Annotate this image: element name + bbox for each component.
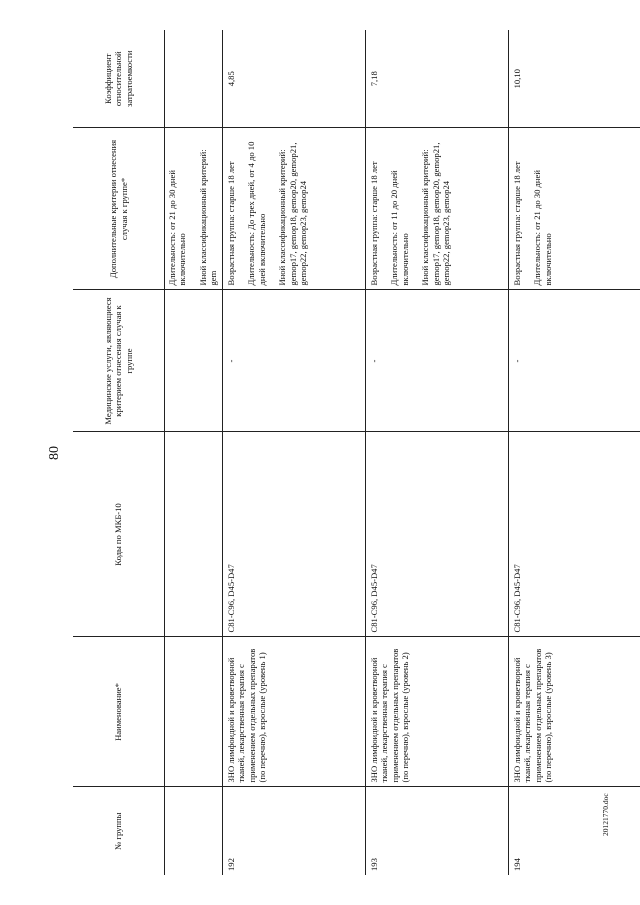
criterion-text: Иной классификационный критерий: gemop17, gemop18, gemop20, gemop21, gemop22, gemop23, gemop24 [420,142,452,286]
header-coefficient: Коэффициент относительной затратоемкости [73,30,165,128]
cell-group-no: 194 [508,787,640,875]
header-mkb-codes: Коды по МКБ-10 [73,432,165,637]
criterion-text: Длительность: от 21 до 30 дней включительно [167,170,188,286]
cell-group-no: 193 [365,787,508,875]
criterion-text: Возрастная группа: старше 18 лет [225,161,236,286]
cell-group-no: 192 [222,787,365,875]
cell-coefficient: 10,10 [511,69,522,89]
criterion-text: Длительность: от 11 до 20 дней включительно [389,170,410,286]
cell-mkb-codes: C81-C96, D45-D47 [365,432,508,637]
header-services: Медицинские услуги, являющиеся критерием отнесения случая к группе [73,290,165,432]
table-header-row [73,30,165,875]
header-group-no: № группы [73,787,165,875]
cell-criteria [365,128,508,290]
cell-services: - [365,290,508,432]
criterion-text: Длительность: До трех дней, от 4 до 10 дней включительно [246,141,267,286]
cell-criteria [222,128,365,290]
document-code: 20121770.doc [601,793,610,836]
cell-name: ЗНО лимфоидной и кроветворной тканей, лекарственная терапия с применением отдельных препаратов (по перечню), взрослые (уровень 3) [508,637,640,787]
criterion-text: Возрастная группа: старше 18 лет [368,161,379,286]
continuation-criteria [165,128,223,290]
cell-name: ЗНО лимфоидной и кроветворной тканей, лекарственная терапия с применением отдельных препаратов (по перечню), взрослые (уровень 1) [222,637,365,787]
table-row-continuation [165,30,223,875]
cell-services: - [508,290,640,432]
rotated-table-container [73,30,588,875]
cell-name: ЗНО лимфоидной и кроветворной тканей, лекарственная терапия с применением отдельных препаратов (по перечню), взрослые (уровень 2) [365,637,508,787]
table-row [508,30,640,875]
criterion-text: Возрастная группа: старше 18 лет [511,161,522,286]
table-row [365,30,508,875]
criterion-text: Иной классификационный критерий: gem [197,149,219,286]
cell-coefficient: 4,85 [222,30,365,128]
table-row [222,30,365,875]
ksg-table [73,30,640,875]
criterion-text: Иной классификационный критерий: gemop17, gemop18, gemop20, gemop21, gemop22, gemop23, gemop24 [277,142,309,286]
cell-coefficient: 7,18 [365,30,508,128]
criterion-text: Длительность: от 21 до 30 дней включительно [532,170,553,286]
header-name: Наименование* [73,637,165,787]
cell-services: - [222,290,365,432]
cell-mkb-codes: C81-C96, D45-D47 [508,432,640,637]
cell-criteria [508,128,640,290]
page-number: 80 [47,446,62,460]
header-additional-criteria: Дополнительные критерии отнесения случая к группе* [73,128,165,290]
cell-mkb-codes: C81-C96, D45-D47 [222,432,365,637]
